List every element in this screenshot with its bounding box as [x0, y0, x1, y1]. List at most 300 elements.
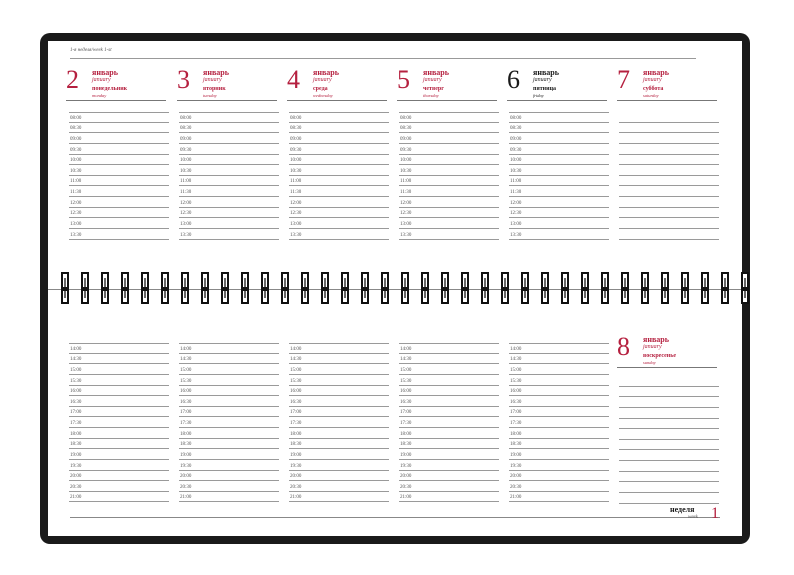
- time-slot[interactable]: [289, 165, 389, 176]
- time-label: 10:00: [290, 158, 302, 164]
- time-slot[interactable]: [289, 481, 389, 492]
- weekday-ru: понедельник: [92, 86, 128, 92]
- time-slot[interactable]: [69, 144, 169, 155]
- time-slots-morning: [399, 112, 499, 240]
- note-line[interactable]: [619, 123, 719, 134]
- spiral-ring: [421, 272, 429, 304]
- spiral-ring: [621, 272, 629, 304]
- weekday-en: wednesday: [313, 93, 333, 98]
- note-line[interactable]: [619, 208, 719, 219]
- month-en: january: [423, 77, 442, 83]
- time-slot[interactable]: [69, 386, 169, 397]
- time-slot[interactable]: [509, 165, 609, 176]
- time-slot[interactable]: [289, 492, 389, 503]
- time-label: 10:30: [70, 168, 82, 174]
- spiral-ring: [461, 272, 469, 304]
- time-slot[interactable]: [179, 218, 279, 229]
- spiral-ring: [381, 272, 389, 304]
- time-slot[interactable]: [69, 208, 169, 219]
- note-line[interactable]: [619, 387, 719, 398]
- footer-week-label-ru: неделя: [670, 505, 695, 514]
- time-slot[interactable]: [179, 471, 279, 482]
- time-slot[interactable]: [509, 112, 609, 123]
- time-slot[interactable]: [69, 165, 169, 176]
- time-slot[interactable]: [399, 208, 499, 219]
- note-line[interactable]: [619, 397, 719, 408]
- month-en: january: [92, 77, 111, 83]
- time-slot[interactable]: [399, 186, 499, 197]
- time-label: 16:00: [180, 389, 192, 395]
- time-slot[interactable]: [399, 375, 499, 386]
- time-label: 12:30: [70, 211, 82, 217]
- time-slot[interactable]: [399, 165, 499, 176]
- time-slot[interactable]: [289, 471, 389, 482]
- weekday-ru: четверг: [423, 86, 444, 92]
- spiral-ring: [101, 272, 109, 304]
- time-slot[interactable]: [509, 218, 609, 229]
- time-label: 16:30: [400, 399, 412, 405]
- time-label: 15:30: [400, 378, 412, 384]
- time-label: 08:00: [400, 115, 412, 121]
- time-slot[interactable]: [399, 492, 499, 503]
- time-slot[interactable]: [509, 229, 609, 240]
- time-label: 13:00: [400, 221, 412, 227]
- week-header-label: 1-я неделя/week 1-st: [70, 48, 112, 53]
- weekday-en: friday: [533, 93, 544, 98]
- time-slot[interactable]: [399, 123, 499, 134]
- time-label: 10:00: [70, 158, 82, 164]
- time-slot[interactable]: [399, 407, 499, 418]
- time-slot[interactable]: [509, 133, 609, 144]
- sunday-lines: [619, 376, 719, 504]
- time-slot[interactable]: [399, 364, 499, 375]
- time-slot[interactable]: [399, 396, 499, 407]
- time-slot[interactable]: [179, 144, 279, 155]
- spiral-ring: [201, 272, 209, 304]
- time-label: 15:00: [180, 367, 192, 373]
- time-label: 16:30: [510, 399, 522, 405]
- time-label: 17:00: [510, 410, 522, 416]
- time-label: 09:00: [70, 136, 82, 142]
- spiral-ring: [301, 272, 309, 304]
- time-slot[interactable]: [399, 343, 499, 354]
- time-slot[interactable]: [289, 428, 389, 439]
- time-slot[interactable]: [289, 343, 389, 354]
- time-slot[interactable]: [399, 417, 499, 428]
- month-ru: январь: [92, 68, 118, 77]
- time-slot[interactable]: [179, 428, 279, 439]
- time-label: 21:00: [400, 495, 412, 501]
- time-slot[interactable]: [509, 197, 609, 208]
- time-slot[interactable]: [399, 449, 499, 460]
- time-label: 10:30: [400, 168, 412, 174]
- note-line[interactable]: [619, 461, 719, 472]
- month-ru: январь: [643, 335, 669, 344]
- time-slot[interactable]: [289, 123, 389, 134]
- time-label: 18:30: [180, 442, 192, 448]
- weekday-en: monday: [92, 93, 107, 98]
- time-slot[interactable]: [509, 460, 609, 471]
- time-slot[interactable]: [399, 439, 499, 450]
- spiral-ring: [341, 272, 349, 304]
- time-slot[interactable]: [399, 112, 499, 123]
- note-line[interactable]: [619, 133, 719, 144]
- time-slot[interactable]: [179, 375, 279, 386]
- time-slot[interactable]: [69, 428, 169, 439]
- time-label: 14:00: [510, 346, 522, 352]
- time-slot[interactable]: [509, 386, 609, 397]
- time-label: 09:00: [180, 136, 192, 142]
- time-label: 20:00: [290, 474, 302, 480]
- spiral-ring: [701, 272, 709, 304]
- time-label: 13:30: [70, 232, 82, 238]
- note-line[interactable]: [619, 155, 719, 166]
- time-label: 09:30: [290, 147, 302, 153]
- note-line[interactable]: [619, 218, 719, 229]
- time-slot[interactable]: [69, 176, 169, 187]
- time-slot[interactable]: [69, 375, 169, 386]
- time-label: 10:30: [290, 168, 302, 174]
- time-label: 11:30: [290, 190, 302, 195]
- time-slots-morning: [509, 112, 609, 240]
- time-slot[interactable]: [289, 218, 389, 229]
- weekday-en: thursday: [423, 93, 439, 98]
- time-label: 19:30: [70, 463, 82, 469]
- time-slot[interactable]: [69, 229, 169, 240]
- saturday-lines: [619, 112, 719, 240]
- note-line[interactable]: [619, 482, 719, 493]
- time-slots-afternoon: [399, 343, 499, 502]
- time-slot[interactable]: [69, 155, 169, 166]
- time-slots-afternoon: [289, 343, 389, 502]
- time-slot[interactable]: [509, 343, 609, 354]
- time-slot[interactable]: [289, 176, 389, 187]
- time-slot[interactable]: [69, 354, 169, 365]
- time-label: 11:30: [70, 190, 82, 195]
- time-label: 08:30: [400, 126, 412, 132]
- weekday-ru: пятница: [533, 86, 557, 92]
- spiral-ring: [741, 272, 749, 304]
- month-en: january: [643, 77, 662, 83]
- time-label: 13:00: [70, 221, 82, 227]
- day-number: 7: [617, 65, 630, 94]
- month-ru: январь: [423, 68, 449, 77]
- time-slot[interactable]: [179, 396, 279, 407]
- time-slot[interactable]: [179, 460, 279, 471]
- time-label: 20:00: [400, 474, 412, 480]
- time-label: 17:30: [290, 421, 302, 426]
- time-label: 19:00: [510, 452, 522, 458]
- time-slot[interactable]: [509, 123, 609, 134]
- time-label: 11:00: [290, 179, 302, 185]
- time-slot[interactable]: [399, 460, 499, 471]
- time-slots-afternoon: [179, 343, 279, 502]
- note-line[interactable]: [619, 197, 719, 208]
- spiral-ring: [441, 272, 449, 304]
- footer-week-number: 1: [711, 505, 719, 522]
- time-label: 12:30: [180, 211, 192, 217]
- time-label: 21:00: [290, 495, 302, 501]
- time-slot[interactable]: [509, 208, 609, 219]
- time-label: 14:30: [180, 357, 192, 363]
- weekday-ru: воскресенье: [643, 353, 677, 359]
- spiral-ring: [581, 272, 589, 304]
- note-line[interactable]: [619, 493, 719, 504]
- time-slot[interactable]: [509, 144, 609, 155]
- time-label: 19:00: [400, 452, 412, 458]
- time-slots-afternoon: [509, 343, 609, 502]
- time-label: 14:00: [180, 346, 192, 352]
- time-label: 14:30: [400, 357, 412, 363]
- time-label: 08:00: [510, 115, 522, 121]
- time-slot[interactable]: [289, 386, 389, 397]
- time-label: 11:30: [510, 190, 522, 195]
- time-slot[interactable]: [69, 439, 169, 450]
- time-slot[interactable]: [69, 471, 169, 482]
- time-slot[interactable]: [179, 155, 279, 166]
- time-label: 16:30: [70, 399, 82, 405]
- time-slot[interactable]: [289, 417, 389, 428]
- time-slot[interactable]: [179, 364, 279, 375]
- time-label: 19:00: [290, 452, 302, 458]
- time-label: 12:00: [180, 200, 192, 206]
- time-slot[interactable]: [509, 375, 609, 386]
- time-slot[interactable]: [69, 460, 169, 471]
- time-slot[interactable]: [69, 218, 169, 229]
- spiral-ring: [181, 272, 189, 304]
- time-slot[interactable]: [179, 407, 279, 418]
- time-label: 12:00: [400, 200, 412, 206]
- time-slot[interactable]: [69, 133, 169, 144]
- note-line[interactable]: [619, 176, 719, 187]
- time-slot[interactable]: [289, 144, 389, 155]
- time-slot[interactable]: [69, 407, 169, 418]
- weekday-ru: вторник: [203, 86, 226, 92]
- time-label: 11:00: [180, 179, 192, 185]
- time-slot[interactable]: [509, 186, 609, 197]
- time-slot[interactable]: [509, 176, 609, 187]
- time-slot[interactable]: [69, 396, 169, 407]
- note-line[interactable]: [619, 112, 719, 123]
- time-slot[interactable]: [289, 449, 389, 460]
- time-slot[interactable]: [69, 364, 169, 375]
- time-label: 18:30: [70, 442, 82, 448]
- time-slot[interactable]: [399, 197, 499, 208]
- time-slot[interactable]: [179, 112, 279, 123]
- time-label: 12:30: [400, 211, 412, 217]
- time-slot[interactable]: [179, 123, 279, 134]
- time-label: 16:00: [510, 389, 522, 395]
- time-slot[interactable]: [509, 492, 609, 503]
- time-slot[interactable]: [289, 155, 389, 166]
- time-slot[interactable]: [69, 417, 169, 428]
- time-label: 16:30: [290, 399, 302, 405]
- time-slot[interactable]: [179, 492, 279, 503]
- time-label: 10:00: [180, 158, 192, 164]
- time-slot[interactable]: [289, 112, 389, 123]
- time-label: 10:30: [510, 168, 522, 174]
- time-slot[interactable]: [399, 481, 499, 492]
- time-slot[interactable]: [509, 396, 609, 407]
- time-slot[interactable]: [399, 133, 499, 144]
- time-slot[interactable]: [509, 449, 609, 460]
- time-slot[interactable]: [179, 165, 279, 176]
- time-label: 09:00: [400, 136, 412, 142]
- note-line[interactable]: [619, 186, 719, 197]
- time-label: 09:30: [180, 147, 192, 153]
- note-line[interactable]: [619, 165, 719, 176]
- time-label: 17:00: [400, 410, 412, 416]
- time-slot[interactable]: [399, 144, 499, 155]
- time-slot[interactable]: [69, 186, 169, 197]
- time-label: 20:30: [510, 484, 522, 490]
- time-slot[interactable]: [399, 229, 499, 240]
- time-slot[interactable]: [289, 208, 389, 219]
- time-label: 12:00: [510, 200, 522, 206]
- time-slot[interactable]: [399, 386, 499, 397]
- time-slot[interactable]: [69, 449, 169, 460]
- time-label: 09:30: [510, 147, 522, 153]
- time-label: 15:00: [70, 367, 82, 373]
- time-slot[interactable]: [509, 481, 609, 492]
- time-slot[interactable]: [509, 428, 609, 439]
- time-slot[interactable]: [289, 407, 389, 418]
- time-label: 08:30: [180, 126, 192, 132]
- time-slot[interactable]: [179, 229, 279, 240]
- spiral-ring: [481, 272, 489, 304]
- time-label: 11:00: [400, 179, 412, 185]
- time-slot[interactable]: [179, 186, 279, 197]
- time-label: 20:00: [70, 474, 82, 480]
- time-slot[interactable]: [289, 229, 389, 240]
- time-slot[interactable]: [179, 343, 279, 354]
- note-line[interactable]: [619, 376, 719, 387]
- day-number: 4: [287, 65, 300, 94]
- time-slot[interactable]: [179, 439, 279, 450]
- time-slot[interactable]: [509, 354, 609, 365]
- time-slot[interactable]: [69, 343, 169, 354]
- time-slot[interactable]: [289, 186, 389, 197]
- time-slot[interactable]: [69, 112, 169, 123]
- time-slot[interactable]: [179, 417, 279, 428]
- note-line[interactable]: [619, 429, 719, 440]
- note-line[interactable]: [619, 144, 719, 155]
- time-label: 20:30: [70, 484, 82, 490]
- time-slot[interactable]: [179, 176, 279, 187]
- spiral-ring: [321, 272, 329, 304]
- note-line[interactable]: [619, 440, 719, 451]
- time-label: 15:30: [180, 378, 192, 384]
- month-ru: январь: [313, 68, 339, 77]
- weekday-en: sunday: [643, 360, 656, 365]
- time-label: 17:00: [70, 410, 82, 416]
- time-label: 10:00: [510, 158, 522, 164]
- time-slot[interactable]: [179, 449, 279, 460]
- time-label: 14:00: [400, 346, 412, 352]
- time-label: 08:00: [70, 115, 82, 121]
- weekday-ru: среда: [313, 86, 328, 92]
- time-slot[interactable]: [69, 492, 169, 503]
- time-slot[interactable]: [289, 439, 389, 450]
- note-line[interactable]: [619, 229, 719, 240]
- spiral-ring: [141, 272, 149, 304]
- spiral-ring: [281, 272, 289, 304]
- note-line[interactable]: [619, 419, 719, 430]
- weekday-en: tuesday: [203, 93, 217, 98]
- time-label: 10:30: [180, 168, 192, 174]
- time-label: 19:30: [180, 463, 192, 469]
- time-label: 11:00: [510, 179, 522, 185]
- time-slot[interactable]: [179, 386, 279, 397]
- spiral-ring: [721, 272, 729, 304]
- time-slot[interactable]: [509, 471, 609, 482]
- spiral-ring: [81, 272, 89, 304]
- note-line[interactable]: [619, 408, 719, 419]
- month-en: january: [313, 77, 332, 83]
- time-slot[interactable]: [289, 375, 389, 386]
- time-slot[interactable]: [509, 417, 609, 428]
- day-number: 5: [397, 65, 410, 94]
- spiral-ring: [221, 272, 229, 304]
- time-slot[interactable]: [509, 407, 609, 418]
- time-label: 16:00: [400, 389, 412, 395]
- time-slot[interactable]: [179, 208, 279, 219]
- time-slot[interactable]: [399, 354, 499, 365]
- time-slot[interactable]: [289, 396, 389, 407]
- time-label: 09:00: [510, 136, 522, 142]
- time-slot[interactable]: [399, 176, 499, 187]
- time-slot[interactable]: [289, 364, 389, 375]
- time-label: 11:30: [400, 190, 412, 195]
- time-slot[interactable]: [399, 428, 499, 439]
- time-label: 18:00: [180, 431, 192, 437]
- time-slot[interactable]: [509, 155, 609, 166]
- time-slots-afternoon: [69, 343, 169, 502]
- time-slot[interactable]: [289, 354, 389, 365]
- time-label: 11:30: [180, 190, 192, 195]
- time-label: 08:00: [180, 115, 192, 121]
- month-en: january: [533, 77, 552, 83]
- time-label: 08:30: [510, 126, 522, 132]
- note-line[interactable]: [619, 472, 719, 483]
- time-label: 20:30: [180, 484, 192, 490]
- time-slot[interactable]: [179, 481, 279, 492]
- spiral-ring: [61, 272, 69, 304]
- time-slot[interactable]: [399, 471, 499, 482]
- time-label: 21:00: [70, 495, 82, 501]
- time-slot[interactable]: [69, 123, 169, 134]
- time-slot[interactable]: [289, 133, 389, 144]
- time-slot[interactable]: [289, 197, 389, 208]
- time-label: 14:00: [70, 346, 82, 352]
- time-slot[interactable]: [399, 218, 499, 229]
- spiral-ring: [401, 272, 409, 304]
- time-slot[interactable]: [179, 197, 279, 208]
- time-slot[interactable]: [399, 155, 499, 166]
- time-slot[interactable]: [179, 133, 279, 144]
- note-line[interactable]: [619, 450, 719, 461]
- time-slot[interactable]: [289, 460, 389, 471]
- time-slot[interactable]: [179, 354, 279, 365]
- spiral-ring: [521, 272, 529, 304]
- time-slot[interactable]: [509, 364, 609, 375]
- time-slot[interactable]: [509, 439, 609, 450]
- time-label: 17:30: [510, 421, 522, 426]
- time-slot[interactable]: [69, 197, 169, 208]
- time-label: 19:30: [510, 463, 522, 469]
- time-slot[interactable]: [69, 481, 169, 492]
- time-label: 15:00: [400, 367, 412, 373]
